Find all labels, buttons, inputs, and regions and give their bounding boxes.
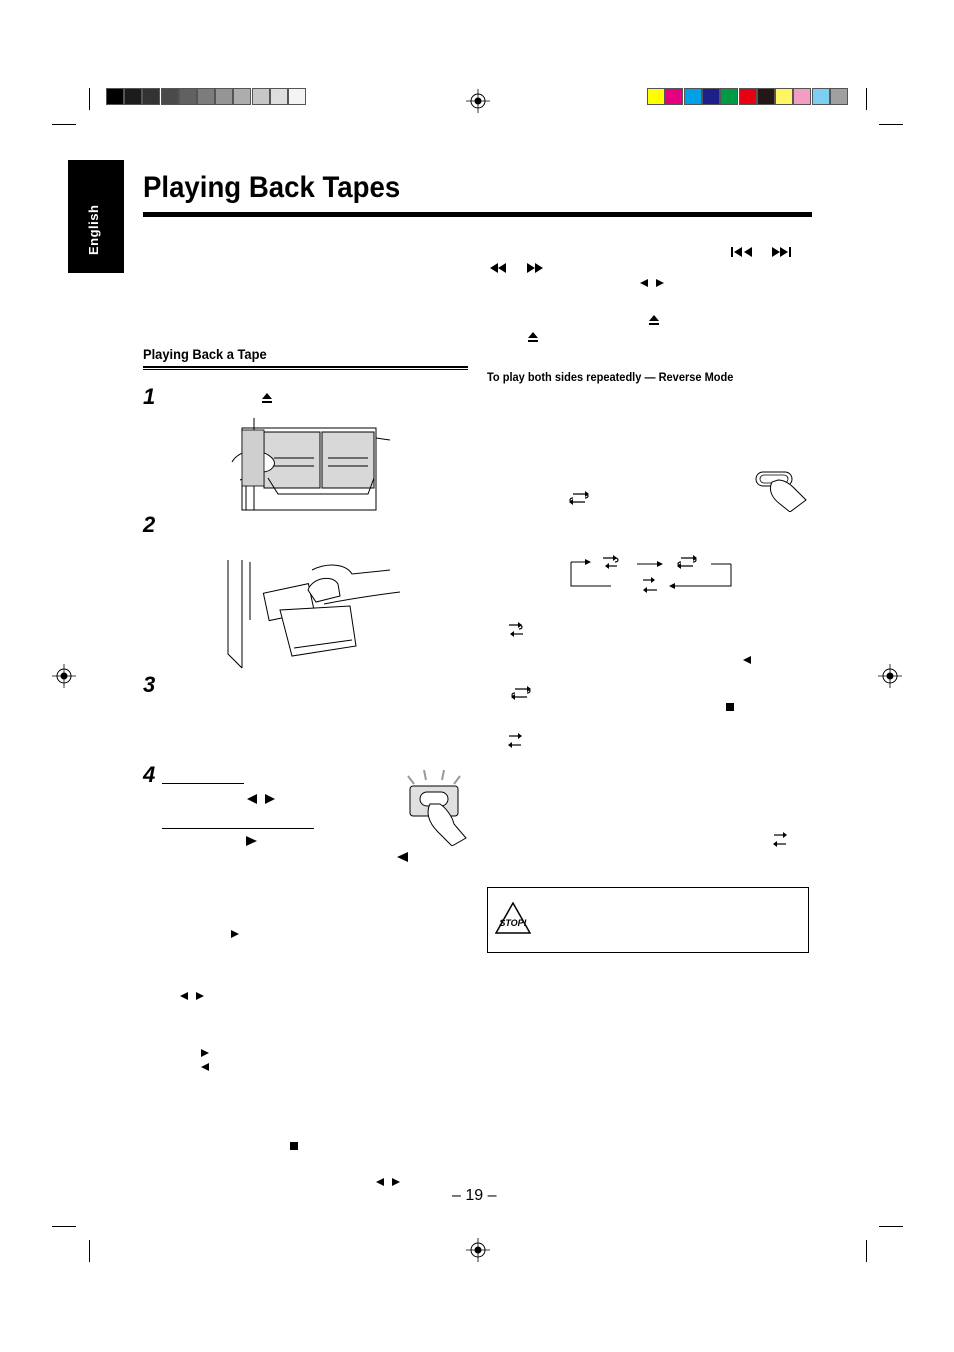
registration-mark-icon [52, 664, 76, 688]
reverse-mode-repeat-icon [565, 489, 593, 507]
stop-icon [725, 702, 735, 712]
registration-mark-icon [466, 1238, 490, 1262]
reverse-mode-one-way-icon [507, 620, 527, 638]
reverse-mode-both-once-icon [643, 577, 657, 593]
color-swatch [739, 88, 757, 105]
gray-swatch [252, 88, 270, 105]
gray-swatch [270, 88, 288, 105]
section-rule [143, 369, 468, 370]
cassette-insert-illustration [220, 560, 402, 670]
color-swatch [665, 88, 683, 105]
crop-mark [866, 88, 867, 110]
skip-forward-icon [770, 246, 794, 258]
color-swatch [830, 88, 848, 105]
color-swatch [775, 88, 793, 105]
play-both-icon [639, 278, 665, 288]
stop-warning-icon [495, 902, 531, 934]
crop-mark [89, 88, 90, 110]
reverse-mode-repeat-icon [677, 555, 697, 569]
gray-swatch [106, 88, 124, 105]
color-swatch [684, 88, 702, 105]
play-button-press-illustration [404, 770, 468, 846]
registration-mark-icon [466, 89, 490, 113]
eject-icon [648, 314, 660, 326]
reverse-mode-both-once-icon [772, 830, 788, 848]
play-forward-icon [244, 835, 258, 847]
play-both-icon [246, 793, 276, 805]
gray-swatch [142, 88, 160, 105]
step-number: 1 [143, 384, 156, 409]
play-reverse-icon [396, 851, 410, 863]
crop-mark [866, 1240, 867, 1262]
color-swatch [812, 88, 830, 105]
registration-mark-icon [878, 664, 902, 688]
color-swatch [720, 88, 738, 105]
step-number: 3 [143, 672, 156, 697]
crop-mark [879, 124, 903, 125]
crop-mark [52, 124, 76, 125]
color-swatch [793, 88, 811, 105]
skip-back-icon [730, 246, 754, 258]
gray-swatch [161, 88, 179, 105]
gray-swatch [233, 88, 251, 105]
play-both-icon [375, 1177, 401, 1187]
stop-warning-label: STOP! [499, 918, 527, 928]
language-tab-label: English [86, 204, 101, 255]
crop-mark [89, 1240, 90, 1262]
gray-swatch [179, 88, 197, 105]
rewind-icon [487, 262, 511, 274]
section-heading: Playing Back a Tape [143, 346, 267, 362]
reverse-mode-cycle-diagram [565, 552, 735, 598]
gray-swatch [288, 88, 306, 105]
page-title: Playing Back Tapes [143, 171, 401, 204]
fast-forward-icon [524, 262, 548, 274]
language-tab [68, 160, 124, 273]
cassette-deck-illustration [228, 418, 393, 516]
color-swatch [647, 88, 665, 105]
caution-box [487, 887, 809, 953]
play-reverse-icon [742, 655, 752, 665]
play-forward-icon [230, 929, 240, 939]
step-number: 4 [143, 762, 156, 787]
eject-icon [261, 392, 273, 404]
gray-swatch [215, 88, 233, 105]
play-forward-icon [200, 1048, 210, 1058]
crop-mark [879, 1226, 903, 1227]
title-rule [143, 212, 812, 217]
reverse-mode-heading: To play both sides repeatedly — Reverse Mode [487, 370, 734, 384]
eject-icon [527, 331, 539, 343]
gray-swatch [197, 88, 215, 105]
reverse-mode-both-once-icon [507, 731, 523, 749]
play-reverse-icon [200, 1062, 210, 1072]
crop-mark [52, 1226, 76, 1227]
stop-icon [289, 1141, 299, 1151]
color-swatch [757, 88, 775, 105]
section-rule [143, 366, 468, 368]
underline-rule [162, 783, 244, 784]
underline-rule [162, 828, 314, 829]
gray-swatch [124, 88, 142, 105]
reverse-mode-repeat-icon [507, 684, 535, 702]
page-number: – 19 – [452, 1187, 497, 1204]
reverse-mode-button-illustration [754, 470, 810, 512]
color-swatch [702, 88, 720, 105]
reverse-mode-one-way-icon [603, 555, 618, 569]
play-both-icon [179, 991, 205, 1001]
step-number: 2 [143, 512, 156, 537]
